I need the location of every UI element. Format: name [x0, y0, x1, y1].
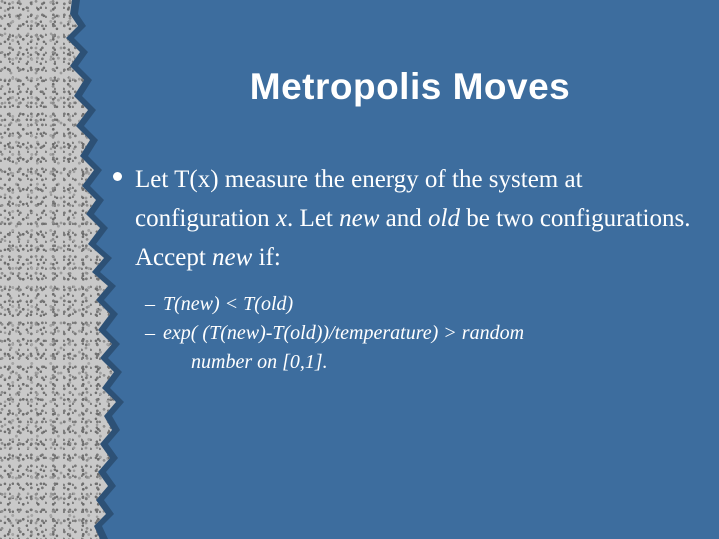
- dash-marker-icon: –: [145, 293, 155, 315]
- bullet-seg-2: . Let: [287, 205, 340, 232]
- list-item: [113, 160, 703, 277]
- bullet-dot-icon: [113, 160, 135, 185]
- sub-item-line-1: exp( (T(new)-T(old))/temperature) > random: [163, 322, 525, 344]
- sub-list-item: [145, 290, 703, 319]
- bullet-text: [135, 160, 703, 277]
- sub-item-line-1: T(new) < T(old): [163, 293, 294, 315]
- bullet-seg-1: x: [275, 205, 288, 232]
- bullet-seg-4: and: [379, 205, 429, 232]
- bullet-seg-8: if:: [252, 244, 281, 271]
- bullet-seg-0: Let T(x) measure the energy of the system at configuration: [135, 166, 583, 232]
- sub-item-text: [163, 319, 703, 377]
- bullet-seg-5: old: [428, 205, 460, 232]
- bullet-seg-6: be two configurations. Accept: [135, 205, 691, 271]
- page-title: Metropolis Moves: [249, 66, 571, 107]
- bullet-seg-3: new: [339, 205, 380, 232]
- sub-item-line-2: number on [0,1].: [191, 351, 328, 373]
- dash-marker-icon: –: [145, 322, 155, 344]
- slide-body: [113, 160, 703, 377]
- sub-list: [113, 290, 703, 377]
- bullet-seg-7: new: [212, 244, 253, 271]
- sub-list-item: [145, 319, 703, 377]
- sub-item-text: [163, 290, 703, 319]
